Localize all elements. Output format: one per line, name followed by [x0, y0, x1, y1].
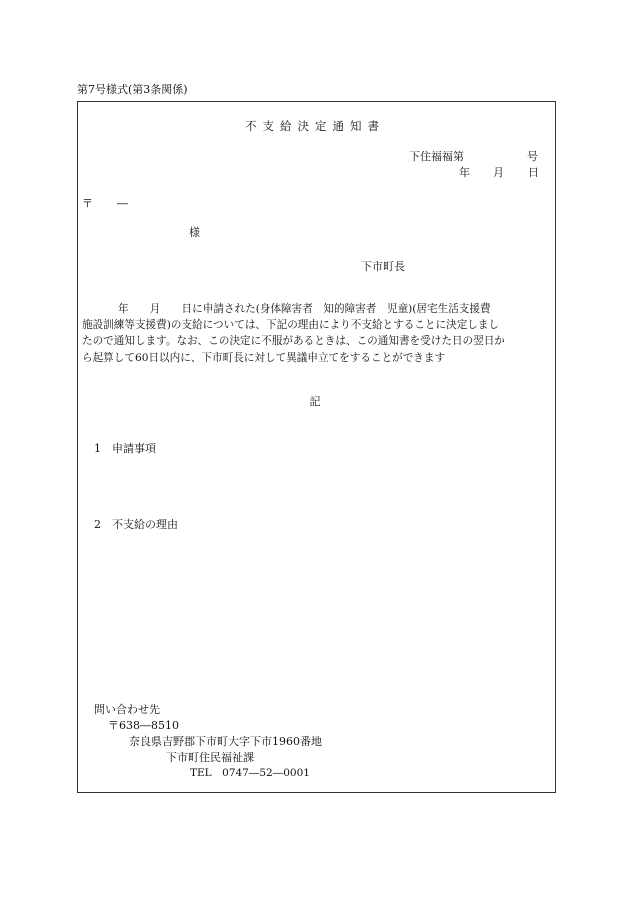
inquiry-postal-code: 〒638―8510: [108, 719, 179, 732]
item-non-payment-reason: 2 不支給の理由: [94, 518, 178, 531]
inquiry-telephone: TEL 0747―52―0001: [190, 767, 310, 779]
date-day-label: 日: [528, 166, 539, 179]
document-title: 不支給決定通知書: [245, 119, 385, 133]
inquiry-address: 奈良県吉野郡下市町大字下市1960番地: [129, 735, 322, 748]
body-line: ら起算して60日以内に、下市町長に対して異議申立てをすることができます: [82, 351, 446, 364]
date-month-label: 月: [493, 166, 504, 179]
notice-body: [82, 301, 552, 366]
form-label: 第7号様式(第3条関係): [77, 83, 188, 96]
document-number-suffix: 号: [527, 150, 538, 163]
record-heading: 記: [309, 395, 321, 408]
body-line: 年 月 日に申請された(身体障害者 知的障害者 児童)(居宅生活支援費: [118, 303, 491, 315]
postal-dash: ―: [117, 197, 128, 210]
item-application-matters: 1 申請事項: [94, 442, 156, 455]
inquiry-title: 問い合わせ先: [94, 703, 160, 716]
body-line: たので通知します。なお、この決定に不服があるときは、この通知書を受けた日の翌日か: [82, 335, 505, 348]
postal-mark: 〒: [82, 197, 93, 210]
date-year-label: 年: [459, 166, 470, 179]
sender-name: 下市町長: [361, 260, 405, 273]
inquiry-department: 下市町住民福祉課: [166, 751, 254, 764]
addressee-honorific: 様: [189, 226, 200, 239]
document-number-prefix: 下住福福第: [409, 150, 464, 163]
body-line: 施設訓練等支援費)の支給については、下記の理由により不支給とすることに決定しまし: [82, 319, 500, 332]
